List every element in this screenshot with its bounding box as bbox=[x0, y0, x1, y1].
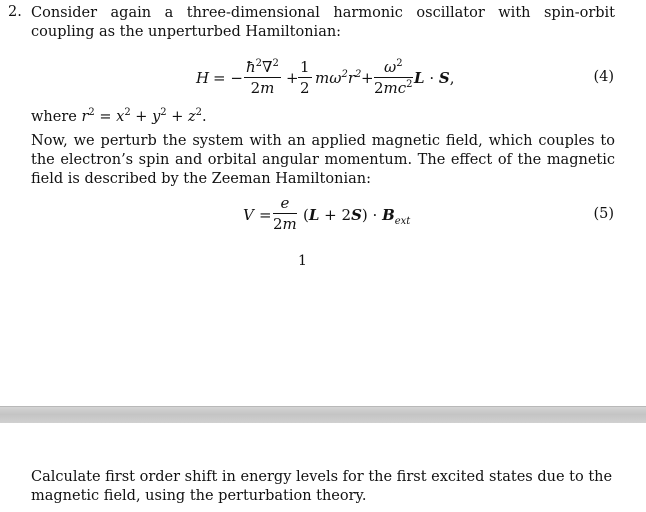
page-number: 1 bbox=[298, 253, 307, 269]
eq5-frac-charge: $\frac{e}{2m}$ bbox=[273, 194, 297, 233]
where-word: where bbox=[31, 109, 77, 125]
document-page-2 bbox=[0, 423, 646, 512]
eq4-number: (4) bbox=[593, 69, 614, 85]
eq5-equals: = bbox=[259, 206, 272, 224]
question-text: Calculate first order shift in energy levels for the first excited states due to the magnetic field, using the perturbation theory. bbox=[31, 469, 613, 504]
perturbation-paragraph: Now, we perturb the system with an applied magnetic field, which couples to the electron’s spin and orbital angular momentum. The effect of the magnetic field is described by the Zeeman Hamiltonian: bbox=[31, 133, 615, 187]
page-separator bbox=[0, 406, 646, 424]
eq5-lhs: V bbox=[243, 206, 254, 224]
eq5-zeeman-term: $(L + 2S) \cdot B_{ext}$ bbox=[303, 206, 411, 227]
problem-number: 2. bbox=[8, 4, 22, 20]
eq4-lhs: H bbox=[196, 69, 210, 87]
problem-intro: Consider again a three-dimensional harmonic oscillator with spin-orbit coupling as the unperturbed Hamiltonian: bbox=[31, 5, 615, 40]
eq4-equals: = − bbox=[213, 69, 243, 87]
eq5-number: (5) bbox=[593, 206, 614, 222]
eq4-ls-term: L · S, bbox=[414, 69, 455, 87]
eq4-frac-kinetic: $\frac{ħ^2\nabla^2}{2m}$ bbox=[246, 58, 279, 97]
eq4-plus-1: + bbox=[286, 69, 299, 87]
eq4-potential: $m\omega^2r^2$ bbox=[315, 69, 362, 87]
where-clause: where $r^2 = x^2 + y^2 + z^2$. bbox=[31, 107, 207, 125]
eq4-frac-half: $\frac{1}{2}$ bbox=[300, 58, 310, 97]
eq4-frac-spinorbit: $\frac{\omega^2}{2mc^2}$ bbox=[374, 58, 413, 97]
where-definition: r bbox=[81, 109, 89, 125]
eq4-plus-2: + bbox=[361, 69, 374, 87]
